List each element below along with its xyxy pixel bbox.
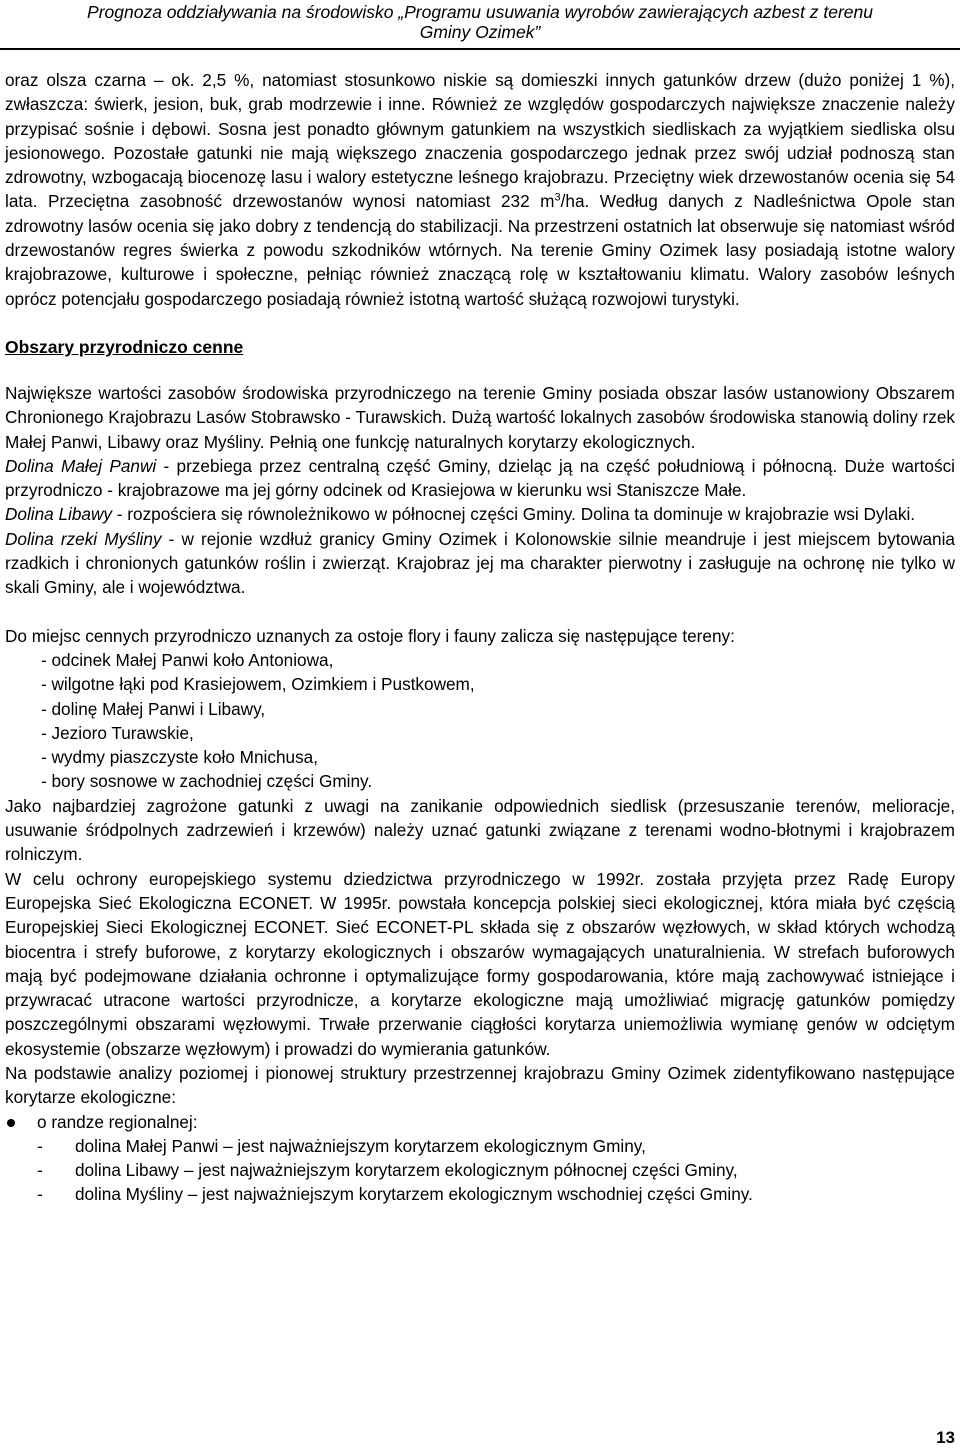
page-header bbox=[0, 0, 960, 50]
paragraph-econet: W celu ochrony europejskiego systemu dziedzictwa przyrodniczego w 1992r. została przyjęta przez Radę Europy Europejska Sieć Ekologiczna ECONET. W 1995r. powstała koncepcja polskiej sieci ekologicznej, która miała być częścią Europejskiej Sieci Ekologicznej ECONET. Sieć ECONET-PL składa się z obszarów węzłowych, w skład których wchodzą biocentra i strefy buforowe, z korytarzy ekologicznych i obszarów wymagających unaturalnienia. W strefach buforowych mają być podejmowane działania ochronne i optymalizujące formy gospodarowania, które mają zachowywać istniejące i przywracać utracone wartości przyrodnicze, a korytarze ekologiczne mają umożliwiać migrację gatunków pomiędzy poszczególnymi obszarami węzłowymi. Trwałe przerwanie ciągłości korytarza uniemożliwia wymianę genów w odciętym ekosystemie (obszarze węzłowym) i prowadzi do wymierania gatunków. bbox=[5, 868, 955, 1059]
list-item: - bory sosnowe w zachodniej części Gminy. bbox=[41, 771, 373, 792]
section-title: Obszary przyrodniczo cenne bbox=[5, 336, 244, 357]
list-item: - wydmy piaszczyste koło Mnichusa, bbox=[41, 747, 318, 768]
paragraph-mala-panew: Dolina Małej Panwi - przebiega przez centralną część Gminy, dzieląc ją na część południową i północną. Duże wartości przyrodniczo - krajobrazowe ma jej górny odcinek od Krasiejowa w kierunku wsi Staniszcze Małe. bbox=[5, 455, 955, 501]
paragraph-libawa: Dolina Libawy - rozpościera się równoleżnikowo w północnej części Gminy. Dolina ta dominuje w krajobrazie wsi Dylaki. bbox=[5, 504, 916, 525]
list-item: - dolinę Małej Panwi i Libawy, bbox=[41, 698, 266, 719]
paragraph-threatened-species: Jako najbardziej zagrożone gatunki z uwagi na zanikanie odpowiednich siedlisk (przesuszanie terenów, melioracje, usuwanie śródpolnych zadrzewień i krzewów) należy uznać gatunki związane z terenami wodno-błotnymi i krajobrazem rolniczym. bbox=[5, 795, 955, 865]
page-number: 13 bbox=[936, 1428, 955, 1447]
paragraph-forests: oraz olsza czarna – ok. 2,5 %, natomiast stosunkowo niskie są domieszki innych gatunków drzew (dużo poniżej 1 %), zwłaszcza: świerk, jesion, buk, grab modrzewie i inne. Również ze względów gospodarczych największe znaczenie należy przypisać sośnie i dębowi. Sosna jest ponadto głównym gatunkiem na wszystkich siedliskach za wyjątkiem siedliska olsu jesionowego. Pozostałe gatunki nie mają większego znaczenia gospodarczego jednak przez swój udział podnoszą stan zdrowotny, wzbogacają biocenozę lasu i walory estetyczne leśnego krajobrazu. Przeciętny wiek drzewostanów ocenia się 54 lata. Przeciętna zasobność drzewostanów wynosi natomiast 232 $m^3/ha$. Według danych z Nadleśnictwa Opole stan zdrowotny lasów ocenia się jako dobry z tendencją do stabilizacji. Na przestrzeni ostatnich lat obserwuje się natomiast wśród drzewostanów regres świerka z powodu szkodników wtórnych. Na terenie Gminy Ozimek lasy posiadają istotne walory krajobrazowe, kulturowe i społeczne, pełniąc również znaczącą rolę w kształtowaniu klimatu. Walory zasobów leśnych oprócz potencjału gospodarczego posiadają również istotną wartość służącą rozwojowi turystyki. bbox=[5, 70, 956, 309]
list-item: - odcinek Małej Panwi koło Antoniowa, bbox=[41, 649, 334, 670]
superscript: 3 bbox=[554, 191, 561, 204]
list-item: - dolina Myśliny – jest najważniejszym korytarzem ekologicznym wschodniej części Gminy. bbox=[37, 1184, 753, 1205]
paragraph-valuable-areas: Największe wartości zasobów środowiska przyrodniczego na terenie Gminy posiada obszar lasów ustanowiony Obszarem Chronionego Krajobrazu Lasów Stobrawsko - Turawskich. Dużą wartość lokalnych zasobów środowiska stanowią doliny rzek Małej Panwi, Libawy oraz Myśliny. Pełnią one funkcję naturalnych korytarzy ekologicznych. bbox=[5, 382, 955, 452]
header-line-1: Prognoza oddziaływania na środowisko „Programu usuwania wyrobów zawierających azbest z terenu bbox=[87, 2, 873, 22]
bullet-regional: o randze regionalnej: bbox=[5, 1110, 955, 1134]
list-item: - dolina Małej Panwi – jest najważniejszym korytarzem ekologicznym Gminy, bbox=[37, 1135, 646, 1156]
valuable-sites-list bbox=[5, 648, 955, 794]
bullet-icon bbox=[7, 1119, 15, 1127]
document-body bbox=[5, 68, 955, 1207]
paragraph-flora-fauna: Do miejsc cennych przyrodniczo uznanych za ostoje flory i fauny zalicza się następujące tereny: bbox=[5, 625, 735, 646]
list-item: - Jezioro Turawskie, bbox=[41, 722, 194, 743]
header-line-2: Gminy Ozimek” bbox=[419, 22, 541, 42]
list-item: - wilgotne łąki pod Krasiejowem, Ozimkiem i Pustkowem, bbox=[41, 674, 475, 695]
paragraph-myslina: Dolina rzeki Myśliny - w rejonie wzdłuż granicy Gminy Ozimek i Kolonowskie silnie meandruje i jest miejscem bytowania rzadkich i chronionych gatunków roślin i zwierząt. Krajobraz jej ma charakter pierwotny i zasługuje na ochronę nie tylko w skali Gminy, ale i województwa. bbox=[5, 528, 955, 598]
corridor-list bbox=[5, 1134, 955, 1207]
list-item: - dolina Libawy – jest najważniejszym korytarzem ekologicznym północnej części Gminy, bbox=[37, 1160, 738, 1181]
paragraph-corridors: Na podstawie analizy poziomej i pionowej struktury przestrzennej krajobrazu Gminy Ozimek zidentyfikowano następujące korytarze ekologiczne: bbox=[5, 1062, 955, 1108]
